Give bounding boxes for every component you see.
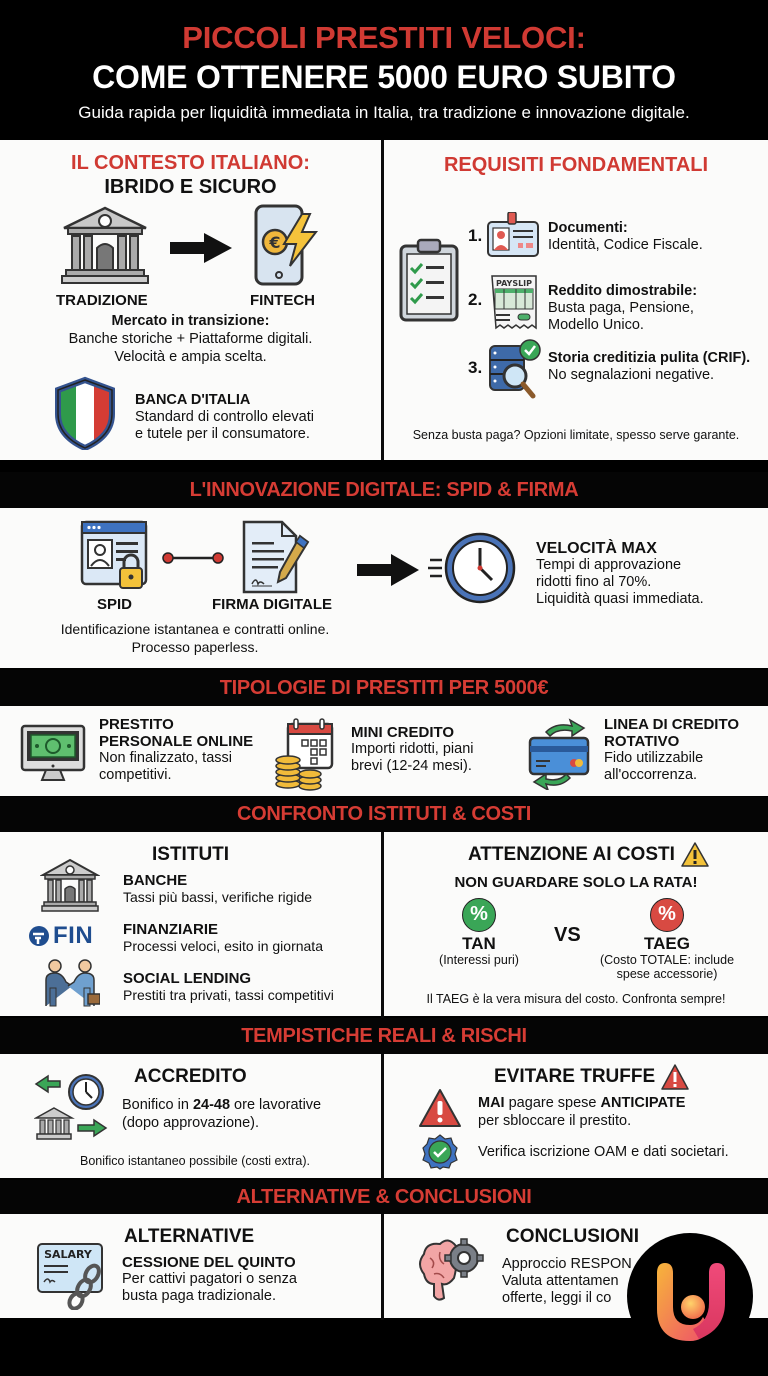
conclusioni-text xyxy=(502,1256,632,1307)
calendar-coins-icon xyxy=(274,718,336,792)
tipologia-1-line2: competitivi. xyxy=(99,767,172,783)
tipologia-1-title2: PERSONALE ONLINE xyxy=(99,733,254,750)
requisito-3-title: Storia creditizia pulita (CRIF). xyxy=(548,350,751,366)
id-card-icon xyxy=(486,212,540,258)
italy-shield-icon xyxy=(54,376,116,450)
requisito-1-num: 1. xyxy=(468,226,483,245)
app-logo-badge[interactable] xyxy=(627,1233,753,1359)
requisito-1-line1: Identità, Codice Fiscale. xyxy=(548,237,703,253)
subtitle: Guida rapida per liquidità immediata in Italia, tra tradizione e innovazione digitale. xyxy=(78,103,690,122)
conclusioni-line2: Valuta attentamen xyxy=(502,1273,619,1289)
istituto-banche-name: BANCHE xyxy=(123,872,188,889)
banca-italia-title: BANCA D'ITALIA xyxy=(135,392,251,408)
handshake-icon xyxy=(40,958,100,1008)
costi-panel xyxy=(384,832,768,1016)
alternative-line2: busta paga tradizionale. xyxy=(122,1288,276,1304)
tipologie-panel xyxy=(0,706,768,796)
velocita-title: VELOCITÀ MAX xyxy=(536,540,657,557)
truffe-mai: MAI xyxy=(478,1095,505,1111)
truffe-title-row xyxy=(494,1064,689,1090)
accredito-line1 xyxy=(122,1096,321,1114)
conclusioni-title: CONCLUSIONI xyxy=(506,1226,639,1247)
tipologia-3-title1: LINEA DI CREDITO xyxy=(604,716,740,733)
accredito-post: ore lavorative xyxy=(230,1097,322,1113)
truffe-warning-text xyxy=(478,1094,685,1130)
istituto-banche-desc: Tassi più bassi, verifiche rigide xyxy=(123,889,313,905)
contesto-panel xyxy=(0,140,381,460)
velocita-line3: Liquidità quasi immediata. xyxy=(536,591,704,607)
brain-gear-icon xyxy=(414,1234,486,1306)
taeg-desc xyxy=(582,953,752,981)
verified-badge-icon xyxy=(422,1134,458,1170)
costi-title: ATTENZIONE AI COSTI xyxy=(468,843,675,865)
app-logo-icon xyxy=(627,1233,753,1359)
tempistiche-banner: TEMPISTICHE REALI & RISCHI xyxy=(0,1018,768,1054)
istituto-social-lending xyxy=(123,970,334,1004)
costi-title-row xyxy=(468,842,709,867)
truffe-panel xyxy=(384,1054,768,1178)
tradizione-label: TRADIZIONE xyxy=(56,292,148,309)
innovazione-panel xyxy=(0,508,768,668)
requisiti-panel xyxy=(384,140,768,460)
requisito-2-title: Reddito dimostrabile: xyxy=(548,283,698,299)
requisito-1-title: Documenti: xyxy=(548,220,628,236)
clipboard-checklist-icon xyxy=(398,236,460,322)
costi-subtitle: NON GUARDARE SOLO LA RATA! xyxy=(454,874,698,891)
arrow-right-icon xyxy=(357,554,419,586)
contesto-desc xyxy=(0,312,381,366)
istituto-banche xyxy=(123,872,312,906)
alternative-sub: CESSIONE DEL QUINTO xyxy=(122,1254,296,1271)
requisito-3-text xyxy=(548,350,750,384)
conclusioni-line1: Approccio RESPON xyxy=(502,1256,632,1272)
alternative-line1: Per cattivi pagatori o senza xyxy=(122,1271,297,1287)
svg-text:PAYSLIP: PAYSLIP xyxy=(495,279,533,288)
bank-icon xyxy=(40,858,100,914)
taeg-percent-icon: % xyxy=(650,898,684,932)
title-line1: PICCOLI PRESTITI VELOCI: xyxy=(182,20,586,55)
firma-digitale-icon xyxy=(240,520,312,594)
warning-icon xyxy=(681,842,709,867)
banca-italia-line2: e tutele per il consumatore. xyxy=(135,426,310,442)
alternative-panel xyxy=(0,1214,381,1318)
truffe-line1 xyxy=(478,1094,685,1112)
requisito-1-text xyxy=(548,220,703,254)
requisito-2-line1: Busta paga, Pensione, xyxy=(548,300,694,316)
tipologia-3-line1: Fido utilizzabile xyxy=(604,750,704,766)
tipologia-2-line2: brevi (12-24 mesi). xyxy=(351,758,472,774)
contesto-desc-bold: Mercato in transizione: xyxy=(111,313,270,329)
header xyxy=(0,0,768,138)
accredito-pre: Bonifico in xyxy=(122,1097,193,1113)
truffe-line2: per sbloccare il prestito. xyxy=(478,1113,632,1129)
accredito-hours: 24-48 xyxy=(192,1097,231,1113)
requisiti-title: REQUISITI FONDAMENTALI xyxy=(443,154,709,176)
contesto-title-red: IL CONTESTO ITALIANO: xyxy=(71,152,310,174)
fast-clock-icon xyxy=(428,530,520,606)
contesto-desc-line2: Banche storiche + Piattaforme digitali. xyxy=(68,331,313,347)
costi-note: Il TAEG è la vera misura del costo. Confronta sempre! xyxy=(426,992,726,1006)
fin-logo-icon xyxy=(28,922,93,950)
truffe-mid: pagare spese xyxy=(504,1095,601,1111)
innovazione-desc xyxy=(0,620,390,656)
revolving-card-icon xyxy=(526,716,592,790)
requisito-3-line1: No segnalazioni negative. xyxy=(548,367,715,383)
tipologia-1-text xyxy=(99,716,253,784)
requisito-3-num: 3. xyxy=(468,358,483,377)
danger-triangle-icon xyxy=(418,1088,462,1128)
alternative-banner: ALTERNATIVE & CONCLUSIONI xyxy=(0,1180,768,1214)
spid-icon xyxy=(80,520,152,594)
tan-percent-icon: % xyxy=(462,898,496,932)
accredito-title: ACCREDITO xyxy=(134,1066,247,1087)
tipologia-1-line1: Non finalizzato, tassi xyxy=(99,750,232,766)
fintech-phone-icon xyxy=(254,204,324,286)
accredito-desc xyxy=(122,1096,321,1132)
accredito-note: Bonifico istantaneo possibile (costi extra). xyxy=(80,1154,310,1168)
bank-icon xyxy=(60,204,150,286)
monitor-cash-icon xyxy=(20,724,86,784)
truffe-title: EVITARE TRUFFE xyxy=(494,1066,656,1087)
spid-label: SPID xyxy=(97,596,133,613)
innovazione-desc-line2: Processo paperless. xyxy=(131,639,259,655)
arrow-right-icon xyxy=(170,233,232,263)
fin-logo-text: FIN xyxy=(53,922,94,949)
banca-italia-line1: Standard di controllo elevati xyxy=(135,409,314,425)
istituto-social-lending-name: SOCIAL LENDING xyxy=(123,970,252,987)
tipologia-2-line1: Importi ridotti, piani xyxy=(351,741,474,757)
istituti-title: ISTITUTI xyxy=(152,844,230,865)
tipologia-2-title1: MINI CREDITO xyxy=(351,724,455,741)
alternative-title: ALTERNATIVE xyxy=(124,1226,255,1247)
requisito-2-num: 2. xyxy=(468,290,483,309)
database-search-icon xyxy=(486,338,544,402)
istituto-finanziarie-desc: Processi veloci, esito in giornata xyxy=(123,938,323,954)
requisito-2-line2: Modello Unico. xyxy=(548,317,644,333)
payslip-icon xyxy=(490,274,538,332)
requisiti-note: Senza busta paga? Opzioni limitate, spesso serve garante. xyxy=(412,428,740,442)
tan-desc: (Interessi puri) xyxy=(439,953,519,967)
istituto-finanziarie-name: FINANZIARIE xyxy=(123,921,218,938)
tipologia-3-line2: all'occorrenza. xyxy=(604,767,698,783)
fintech-label: FINTECH xyxy=(250,292,315,309)
tipologia-2-text xyxy=(351,724,474,775)
istituti-panel xyxy=(0,832,381,1016)
tipologia-3-text xyxy=(604,716,739,784)
firma-digitale-label: FIRMA DIGITALE xyxy=(212,596,332,613)
istituto-social-lending-desc: Prestiti tra privati, tassi competitivi xyxy=(123,987,334,1003)
velocita-text xyxy=(536,540,704,608)
tipologia-1-title1: PRESTITO xyxy=(99,716,174,733)
connector-icon xyxy=(162,552,224,564)
banca-italia-text xyxy=(135,392,314,443)
taeg-label: TAEG xyxy=(644,934,690,953)
requisito-2-text xyxy=(548,283,697,334)
bank-transfer-icon xyxy=(34,1074,110,1144)
truffe-verify: Verifica iscrizione OAM e dati societari. xyxy=(478,1144,729,1160)
istituto-finanziarie xyxy=(123,921,323,955)
innovazione-banner: L'INNOVAZIONE DIGITALE: SPID & FIRMA xyxy=(0,472,768,508)
tipologia-3-title2: ROTATIVO xyxy=(604,733,680,750)
velocita-line2: ridotti fino al 70%. xyxy=(536,574,652,590)
velocita-line1: Tempi di approvazione xyxy=(536,557,682,573)
contesto-title-black: IBRIDO E SICURO xyxy=(104,176,277,198)
conclusioni-line3: offerte, leggi il co xyxy=(502,1290,612,1306)
alternative-text xyxy=(122,1254,297,1305)
title-line2: COME OTTENERE 5000 EURO SUBITO xyxy=(92,59,676,95)
truffe-anticipate: ANTICIPATE xyxy=(600,1095,686,1111)
confronto-banner: CONFRONTO ISTITUTI & COSTI xyxy=(0,797,768,832)
tipologie-banner: TIPOLOGIE DI PRESTITI PER 5000€ xyxy=(0,670,768,706)
innovazione-desc-line1: Identificazione istantanea e contratti online. xyxy=(60,621,330,637)
tan-label: TAN xyxy=(462,934,496,953)
svg-text:€: € xyxy=(269,233,281,252)
contesto-desc-line3: Velocità e ampia scelta. xyxy=(114,349,267,365)
vs-label: VS xyxy=(554,924,581,946)
accredito-panel xyxy=(0,1054,381,1178)
salary-chain-icon xyxy=(36,1238,108,1310)
taeg-desc-line2: spese accessorie) xyxy=(616,967,718,981)
svg-text:SALARY: SALARY xyxy=(44,1248,92,1261)
taeg-desc-line1: (Costo TOTALE: include xyxy=(599,953,735,967)
alert-icon xyxy=(661,1064,689,1090)
accredito-line2: (dopo approvazione). xyxy=(122,1115,260,1131)
